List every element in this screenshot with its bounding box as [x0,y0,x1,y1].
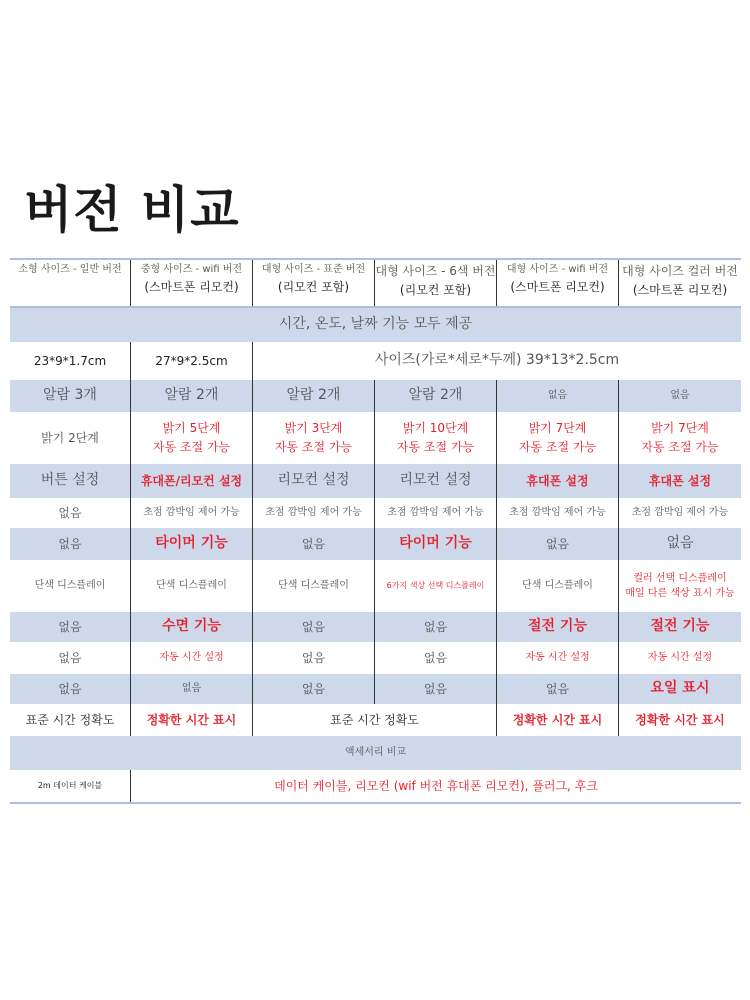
display-text: 단색 디스플레이 [278,580,349,592]
alarm-cell: 알람 2개 [131,380,253,412]
display-cell [253,560,375,612]
brightness-level: 밝기 5단계 [162,421,221,436]
weekday-cell: 요일 표시 [650,680,710,697]
accessory-header-row [10,736,741,770]
header-large-6color [375,260,497,306]
timer-cell: 타이머 기능 [131,528,253,560]
auto-time-cell: 자동 시간 설정 [497,642,619,674]
brightness-level: 밝기 10단계 [402,421,469,436]
header-title: 대형 사이즈 - wifi 버전 [506,264,609,275]
header-subtitle: (스마트폰 리모컨) [632,282,728,297]
size-large: 사이즈(가로*세로*두께) 39*13*2.5cm [374,352,620,369]
weekday-cell: 없음 [10,674,131,704]
timer-cell: 없음 [10,528,131,560]
accessories-row [10,770,741,804]
accuracy-small: 표준 시간 정확도 [10,704,131,736]
header-title: 대형 사이즈 - 6색 버전 [375,264,496,278]
sleep-cell: 없음 [375,612,497,642]
colon-blink-cell: 초점 깜박임 제어 가능 [131,498,253,528]
auto-time-cell: 없음 [253,642,375,674]
display-cell [619,560,741,612]
display-text-extra: 매일 다른 색상 표시 가능 [625,588,735,599]
display-cell [497,560,619,612]
timer-row [10,528,741,560]
accuracy-large-standard: 표준 시간 정확도 [253,704,497,736]
brightness-cell [375,412,497,464]
brightness-cell [619,412,741,464]
alarm-cell: 알람 3개 [10,380,131,412]
settings-cell: 휴대폰 설정 [497,464,619,498]
timer-cell: 없음 [666,535,694,552]
brightness-level: 밝기 3단계 [284,421,343,436]
comparison-table [10,258,741,804]
weekday-cell: 없음 [375,674,497,704]
sleep-cell: 절전 기능 [650,618,710,635]
brightness-auto: 자동 조절 가능 [274,440,353,454]
size-row [10,342,741,380]
brightness-cell [10,412,131,464]
brightness-auto: 자동 조절 가능 [518,440,597,454]
colon-blink-cell: 없음 [10,498,131,528]
sleep-cell: 없음 [10,612,131,642]
colon-blink-cell: 초점 깜박임 제어 가능 [497,498,619,528]
settings-cell: 리모컨 설정 [375,464,497,498]
header-title: 중형 사이즈 - wifi 버전 [140,264,243,275]
display-text: 6가지 색상 선택 디스플레이 [386,580,485,590]
display-text: 단색 디스플레이 [522,580,593,592]
brightness-level: 밝기 2단계 [41,430,99,445]
brightness-auto: 자동 조절 가능 [152,440,231,454]
alarm-cell: 알람 2개 [375,380,497,412]
header-large-standard [253,260,375,306]
brightness-auto: 자동 조절 가능 [641,440,719,454]
colon-blink-cell: 초점 깜박임 제어 가능 [375,498,497,528]
accessory-others: 데이터 케이블, 리모컨 (wif 버전 휴대폰 리모컨), 플러그, 후크 [274,778,598,793]
brightness-cell [253,412,375,464]
sleep-cell: 절전 기능 [497,612,619,642]
alarm-row [10,380,741,412]
header-title: 대형 사이즈 컬러 버전 [622,264,738,278]
display-row [10,560,741,612]
settings-cell: 리모컨 설정 [253,464,375,498]
alarm-cell: 없음 [670,390,690,402]
display-cell [131,560,253,612]
brightness-level: 밝기 7단계 [528,421,587,436]
display-text: 컬러 선택 디스플레이 [633,572,727,584]
size-medium: 27*9*2.5cm [131,342,253,380]
display-cell [375,560,497,612]
header-small [10,260,131,306]
size-small: 23*9*1.7cm [10,342,131,380]
sleep-row [10,612,741,642]
accessory-header-text: 액세서리 비교 [344,747,407,759]
auto-time-row [10,642,741,674]
weekday-cell: 없음 [253,674,375,704]
display-cell [10,560,131,612]
auto-time-cell: 없음 [375,642,497,674]
auto-time-cell: 없음 [10,642,131,674]
header-subtitle: (스마트폰 리모컨) [144,279,239,294]
header-medium-wifi [131,260,253,306]
settings-cell: 버튼 설정 [10,464,131,498]
timer-cell: 없음 [253,528,375,560]
weekday-row [10,674,741,704]
alarm-cell: 알람 2개 [253,380,375,412]
auto-time-cell: 자동 시간 설정 [647,652,713,664]
page-title: 버전 비교 [24,181,240,239]
header-row [10,258,741,308]
timer-cell: 타이머 기능 [375,528,497,560]
weekday-cell: 없음 [497,674,619,704]
accuracy-color: 정확한 시간 표시 [635,712,725,727]
brightness-row [10,412,741,464]
auto-time-cell: 자동 시간 설정 [131,642,253,674]
header-title: 대형 사이즈 - 표준 버전 [261,264,366,275]
header-subtitle: (리모컨 포함) [277,279,350,294]
accuracy-medium: 정확한 시간 표시 [131,704,253,736]
common-features-text: 시간, 온도, 날짜 기능 모두 제공 [278,316,473,333]
alarm-cell: 없음 [497,380,619,412]
brightness-auto: 자동 조절 가능 [396,440,475,454]
header-title: 소형 사이즈 - 일반 버전 [18,264,122,275]
weekday-cell: 없음 [131,674,253,704]
accuracy-row [10,704,741,736]
colon-blink-cell: 초점 깜박임 제어 가능 [253,498,375,528]
sleep-cell: 수면 기능 [131,612,253,642]
settings-row [10,464,741,498]
accessory-small: 2m 데이터 케이블 [10,770,131,802]
settings-cell: 휴대폰 설정 [648,473,712,488]
brightness-cell [497,412,619,464]
settings-cell: 휴대폰/리모컨 설정 [131,464,253,498]
brightness-level: 밝기 7단계 [651,421,709,436]
display-text: 단색 디스플레이 [34,580,106,592]
colon-blink-cell: 초점 깜박임 제어 가능 [631,507,729,519]
header-large-color [619,260,741,306]
common-features-row [10,308,741,342]
header-subtitle: (리모컨 포함) [399,282,472,297]
header-subtitle: (스마트폰 리모컨) [510,279,605,294]
timer-cell: 없음 [497,528,619,560]
sleep-cell: 없음 [253,612,375,642]
header-large-wifi [497,260,619,306]
brightness-cell [131,412,253,464]
colon-blink-row [10,498,741,528]
display-text: 단색 디스플레이 [156,580,227,592]
accuracy-wifi: 정확한 시간 표시 [497,704,619,736]
